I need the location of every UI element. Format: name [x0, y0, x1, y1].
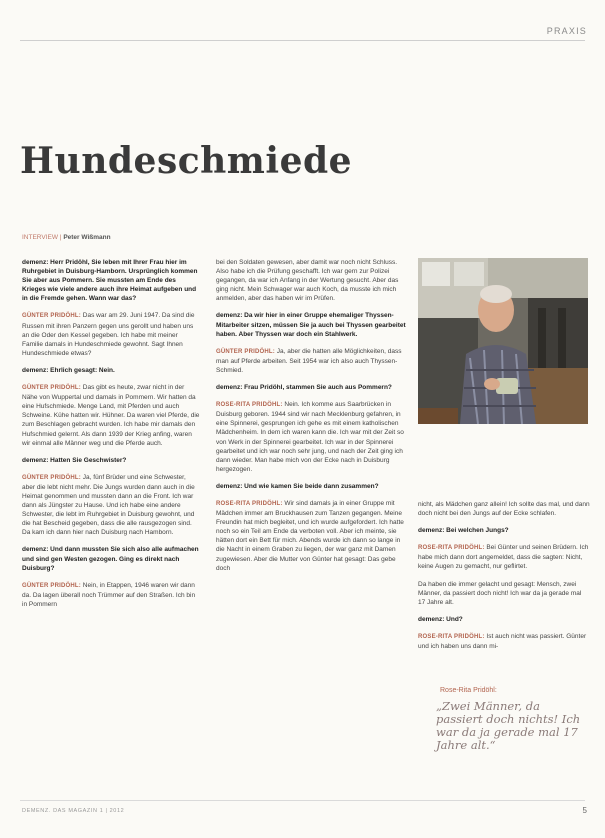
interview-question: demenz: Und wie kamen Sie beide dann zusammen?	[216, 482, 379, 490]
column-middle	[216, 258, 406, 581]
paragraph: Da haben die immer gelacht und gesagt: Mensch, zwei Männer, da passiert doch nicht! Ich war da ja gerade mal 17 Jahre alt.	[418, 580, 582, 606]
speaker-name: ROSE-RITA PRIDÖHL:	[216, 500, 283, 507]
interview-answer	[216, 400, 406, 474]
interview-answer	[22, 311, 200, 357]
byline-label: INTERVIEW |	[22, 234, 62, 241]
interview-question: demenz: Ehrlich gesagt: Nein.	[22, 366, 115, 374]
pullquote-speaker: Rose-Rita Pridöhl:	[440, 687, 497, 694]
footer-publication: DEMENZ. DAS MAGAZIN 1 | 2012	[22, 808, 125, 814]
column-left	[22, 258, 200, 617]
interview-photo	[418, 258, 588, 424]
interview-question: demenz: Hatten Sie Geschwister?	[22, 456, 127, 464]
interview-question: demenz: Herr Pridöhl, Sie leben mit Ihrer Frau hier im Ruhrgebiet in Duisburg-Hamborn. Ursprünglich kommen Sie aber aus Pommern. Sie mussten am Ende des Krieges wie viele andere auch ihre Heimat aufgeben und in die Fremde gehen. Wann war das?	[22, 259, 198, 303]
speaker-name: GÜNTER PRIDÖHL:	[22, 313, 81, 320]
section-label: PRAXIS	[546, 26, 587, 36]
answer-text: Ja, fünf Brüder und eine Schwester, aber die lebt nicht mehr. Die Jungs wurden dann auch in die Heimat genommen und mussten dann an die Front. Ich war dann als Jüngster zu Hause. Und ich habe eine andere Schwester, die lebt im Ruhrgebiet in Duisburg gewohnt, und die hat Bescheid gegeben, dass die alle rausgezogen sind. Da kam ich dann hier nach Duisburg nach Hamborn.	[22, 473, 195, 537]
interview-question: demenz: Bei welchen Jungs?	[418, 527, 509, 535]
answer-text: Nein. Ich komme aus Saarbrücken in Duisburg geboren. 1944 sind wir nach Mecklenburg gefahren, in eine Spinnerei, gesprungen ich gehe es mit einem katholischen Mädchenheim. In dem ich waren kann die. Ich war mit der Zeit so von Werk in der Spinnerei gearbeitet. Ich war in der Spinnerei gearbeitet und ich war noch sehr jung, und nach der Zeit ging ich dann wieder. Man habe mich von der Ecke nach in Duisburg hergezogen.	[216, 401, 404, 473]
answer-text: Ist auch nicht was passiert. Günter und ich haben uns dann mi-	[418, 632, 587, 651]
top-rule	[20, 40, 585, 41]
photo-illustration	[418, 258, 588, 424]
speaker-name: GÜNTER PRIDÖHL:	[22, 474, 81, 481]
speaker-name: GÜNTER PRIDÖHL:	[22, 385, 81, 392]
interview-question: demenz: Frau Pridöhl, stammen Sie auch aus Pommern?	[216, 384, 392, 392]
answer-text: Nein, in Etappen, 1946 waren wir dann da. Da lagen überall noch Trümmer auf den Straßen. Ich bin in Pommern	[22, 581, 196, 608]
speaker-name: ROSE-RITA PRIDÖHL:	[216, 402, 283, 409]
answer-text: Das war am 29. Juni 1947. Da sind die Russen mit ihren Panzern gegen uns gerollt und haben uns an die Oder den Kessel gegeben. Ich habe mit meiner Familie damals in Hundeschmiede gewohnt. Sagt Ihnen Hundeschmiede etwas?	[22, 312, 195, 357]
speaker-name: ROSE-RITA PRIDÖHL:	[418, 545, 485, 552]
byline	[22, 234, 111, 241]
pullquote-text: „Zwei Männer, da passiert doch nichts! Ich war da ja gerade mal 17 Jahre alt.“	[436, 699, 581, 752]
speaker-name: GÜNTER PRIDÖHL:	[216, 348, 275, 355]
paragraph: nicht, als Mädchen ganz allein! Ich sollte das mal, und dann doch nicht bei den Jungs auf der Ecke schlafen.	[418, 501, 590, 518]
interview-answer	[418, 543, 590, 571]
interview-answer	[418, 632, 590, 651]
answer-text: Bei Günter und seinen Brüdern. Ich habe mich dann dort angemeldet, dass die sagten: Nicht, keine Augen zu gemacht, nur geflirtet.	[418, 544, 589, 571]
speaker-name: ROSE-RITA PRIDÖHL:	[418, 633, 485, 640]
interview-question: demenz: Und?	[418, 615, 463, 623]
byline-author: Peter Wißmann	[63, 234, 111, 241]
paragraph: bei den Soldaten gewesen, aber damit war noch nicht Schluss. Also habe ich die Prüfung geschafft. Ich war gern zur Polizei gegangen, da war ich Anfang in der Wertung gesucht. Aber das ging nicht. Mein Schwager war auch Koch, da musste ich mich anmelden, aber das haben wir im Prüfen.	[216, 259, 399, 303]
interview-answer	[216, 347, 406, 375]
footer-rule	[20, 800, 585, 801]
interview-answer	[22, 383, 200, 448]
interview-answer	[216, 499, 406, 573]
answer-text: Das gibt es heute, zwar nicht in der Nähe von Wuppertal und damals in Pommern. Wir hatten da eine Hufschmiede. Menge Land, mit Pferden und auch Schweine. Kühe hatten wir. Hühner. Da waren viel Pferde, die zum Beschlagen gebracht wurden. Ich habe mir damals den Hufschmied gelernt. Als dann 1939 der Krieg anfing, waren wir einmal alle Männer weg und die Pferde auch.	[22, 384, 200, 447]
column-right	[418, 500, 590, 659]
answer-text: Wir sind damals ja in einer Gruppe mit Mädchen immer am Bruckhausen zum Tanzen gegangen. Meine Freundin hat mich begleitet, und ich wurde aufgefordert. Ich hatte noch so ein Teil am Ende da verboten voll. Aber ich meinte, sie hätten dort ein Bett für mich. Abends wurde ich dann so lange in die Nacht in einem Graben zu liegen, der war ganz mit Damen zugewiesen. Aber die Mutter von Günter hat gesagt: Das gebe doch	[216, 499, 404, 572]
page-number: 5	[582, 806, 587, 815]
speaker-name: GÜNTER PRIDÖHL:	[22, 582, 81, 589]
interview-question: demenz: Und dann mussten Sie sich also alle aufmachen und sind gen Westen gezogen. Ging es direkt nach Duisburg?	[22, 546, 199, 572]
interview-answer	[22, 581, 200, 609]
interview-answer	[22, 473, 200, 538]
interview-question: demenz: Da wir hier in einer Gruppe ehemaliger Thyssen-Mitarbeiter sitzen, müssen Sie ja auch bei Thyssen gearbeitet haben. Aber Thyssen war doch ein Stahlwerk.	[216, 312, 406, 338]
answer-text: Ja, aber die hatten alle Möglichkeiten, dass man auf Pferde arbeiten. Seit 1954 war ich also auch Thyssen-Schmied.	[216, 347, 402, 374]
article-title: Hundeschmiede	[20, 140, 353, 182]
